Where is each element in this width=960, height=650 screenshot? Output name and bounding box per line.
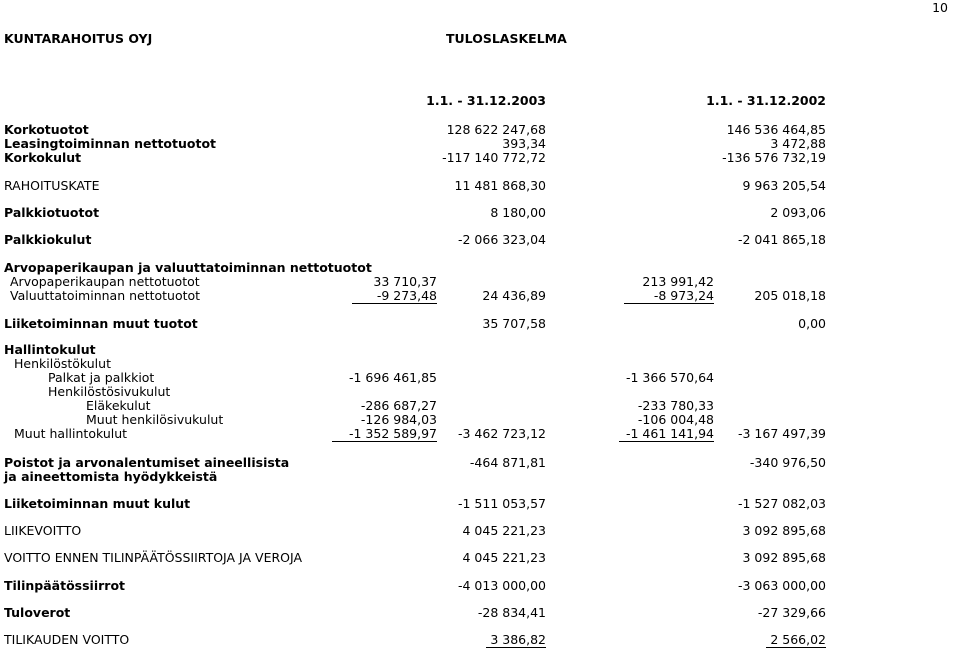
value-2002: -3 063 000,00	[737, 578, 826, 593]
value-2002: 2 093,06	[770, 205, 826, 220]
row-label: Korkokulut	[4, 150, 82, 165]
subvalue-2003: -1 352 589,97	[332, 427, 437, 442]
value-2002: 3 092 895,68	[742, 550, 826, 565]
row-label: Valuuttatoiminnan nettotuotot	[10, 288, 201, 303]
period-2002-header: 1.1. - 31.12.2002	[706, 93, 826, 108]
value-2002: 3 092 895,68	[742, 523, 826, 538]
subsection-heading: Henkilöstösivukulut	[48, 384, 171, 399]
period-2003-header: 1.1. - 31.12.2003	[426, 93, 546, 108]
value-2002: 205 018,18	[754, 288, 826, 303]
value-2002: -2 041 865,18	[737, 232, 826, 247]
subvalue-2002: -106 004,48	[637, 412, 714, 427]
statement-title: TULOSLASKELMA	[446, 31, 567, 46]
value-2003: 3 386,82	[486, 633, 546, 648]
row-label: VOITTO ENNEN TILINPÄÄTÖSSIIRTOJA JA VEROJA	[4, 550, 303, 565]
value-2003: -2 066 323,04	[457, 232, 546, 247]
company-name: KUNTARAHOITUS OYJ	[4, 31, 153, 46]
subvalue-2002: -1 461 141,94	[619, 427, 714, 442]
value-2003: 11 481 868,30	[454, 178, 546, 193]
row-label: Palkkiotuotot	[4, 205, 100, 220]
row-label: RAHOITUSKATE	[4, 178, 100, 193]
row-label: Tilinpäätössiirrot	[4, 578, 126, 593]
subvalue-2002: -233 780,33	[637, 398, 714, 413]
row-label: TILIKAUDEN VOITTO	[4, 632, 130, 647]
row-label: Arvopaperikaupan nettotuotot	[10, 274, 200, 289]
subsection-heading: Henkilöstökulut	[14, 356, 111, 371]
value-2002: 146 536 464,85	[726, 122, 826, 137]
row-label: Eläkekulut	[86, 398, 151, 413]
subvalue-2002: 213 991,42	[642, 274, 714, 289]
subvalue-2003: -286 687,27	[360, 398, 437, 413]
row-label: Tuloverot	[4, 605, 71, 620]
row-label: Leasingtoiminnan nettotuotot	[4, 136, 217, 151]
row-label: LIIKEVOITTO	[4, 523, 82, 538]
row-label: Poistot ja arvonalentumiset aineellisista	[4, 455, 290, 470]
row-label: Muut hallintokulut	[14, 426, 128, 441]
subvalue-2003: -1 696 461,85	[348, 370, 437, 385]
subvalue-2003: -126 984,03	[360, 412, 437, 427]
value-2003: 35 707,58	[482, 316, 546, 331]
value-2002: 2 566,02	[766, 633, 826, 648]
value-2002: 0,00	[798, 316, 826, 331]
value-2002: -1 527 082,03	[737, 496, 826, 511]
value-2002: -27 329,66	[757, 605, 826, 620]
row-label: Liiketoiminnan muut kulut	[4, 496, 191, 511]
value-2002: 9 963 205,54	[742, 178, 826, 193]
subvalue-2002: -8 973,24	[624, 289, 714, 304]
value-2003: 24 436,89	[482, 288, 546, 303]
value-2003: -28 834,41	[477, 605, 546, 620]
value-2003: 8 180,00	[490, 205, 546, 220]
row-label: Korkotuotot	[4, 122, 89, 137]
row-label: Muut henkilösivukulut	[86, 412, 224, 427]
value-2002: -136 576 732,19	[722, 150, 826, 165]
value-2003: -464 871,81	[469, 455, 546, 470]
page-number: 10	[932, 0, 948, 15]
value-2003: -1 511 053,57	[457, 496, 546, 511]
value-2003: -4 013 000,00	[457, 578, 546, 593]
row-label-cont: ja aineettomista hyödykkeistä	[4, 469, 218, 484]
value-2003: -3 462 723,12	[457, 426, 546, 441]
value-2003: -117 140 772,72	[442, 150, 546, 165]
value-2002: -340 976,50	[749, 455, 826, 470]
subvalue-2002: -1 366 570,64	[625, 370, 714, 385]
row-label: Palkkiokulut	[4, 232, 92, 247]
section-heading: Hallintokulut	[4, 342, 96, 357]
section-heading: Arvopaperikaupan ja valuuttatoiminnan nettotuotot	[4, 260, 372, 275]
value-2003: 4 045 221,23	[462, 523, 546, 538]
value-2002: 3 472,88	[770, 136, 826, 151]
value-2003: 4 045 221,23	[462, 550, 546, 565]
row-label: Liiketoiminnan muut tuotot	[4, 316, 198, 331]
subvalue-2003: -9 273,48	[352, 289, 437, 304]
value-2003: 128 622 247,68	[446, 122, 546, 137]
value-2003: 393,34	[502, 136, 546, 151]
subvalue-2003: 33 710,37	[373, 274, 437, 289]
row-label: Palkat ja palkkiot	[48, 370, 155, 385]
value-2002: -3 167 497,39	[737, 426, 826, 441]
